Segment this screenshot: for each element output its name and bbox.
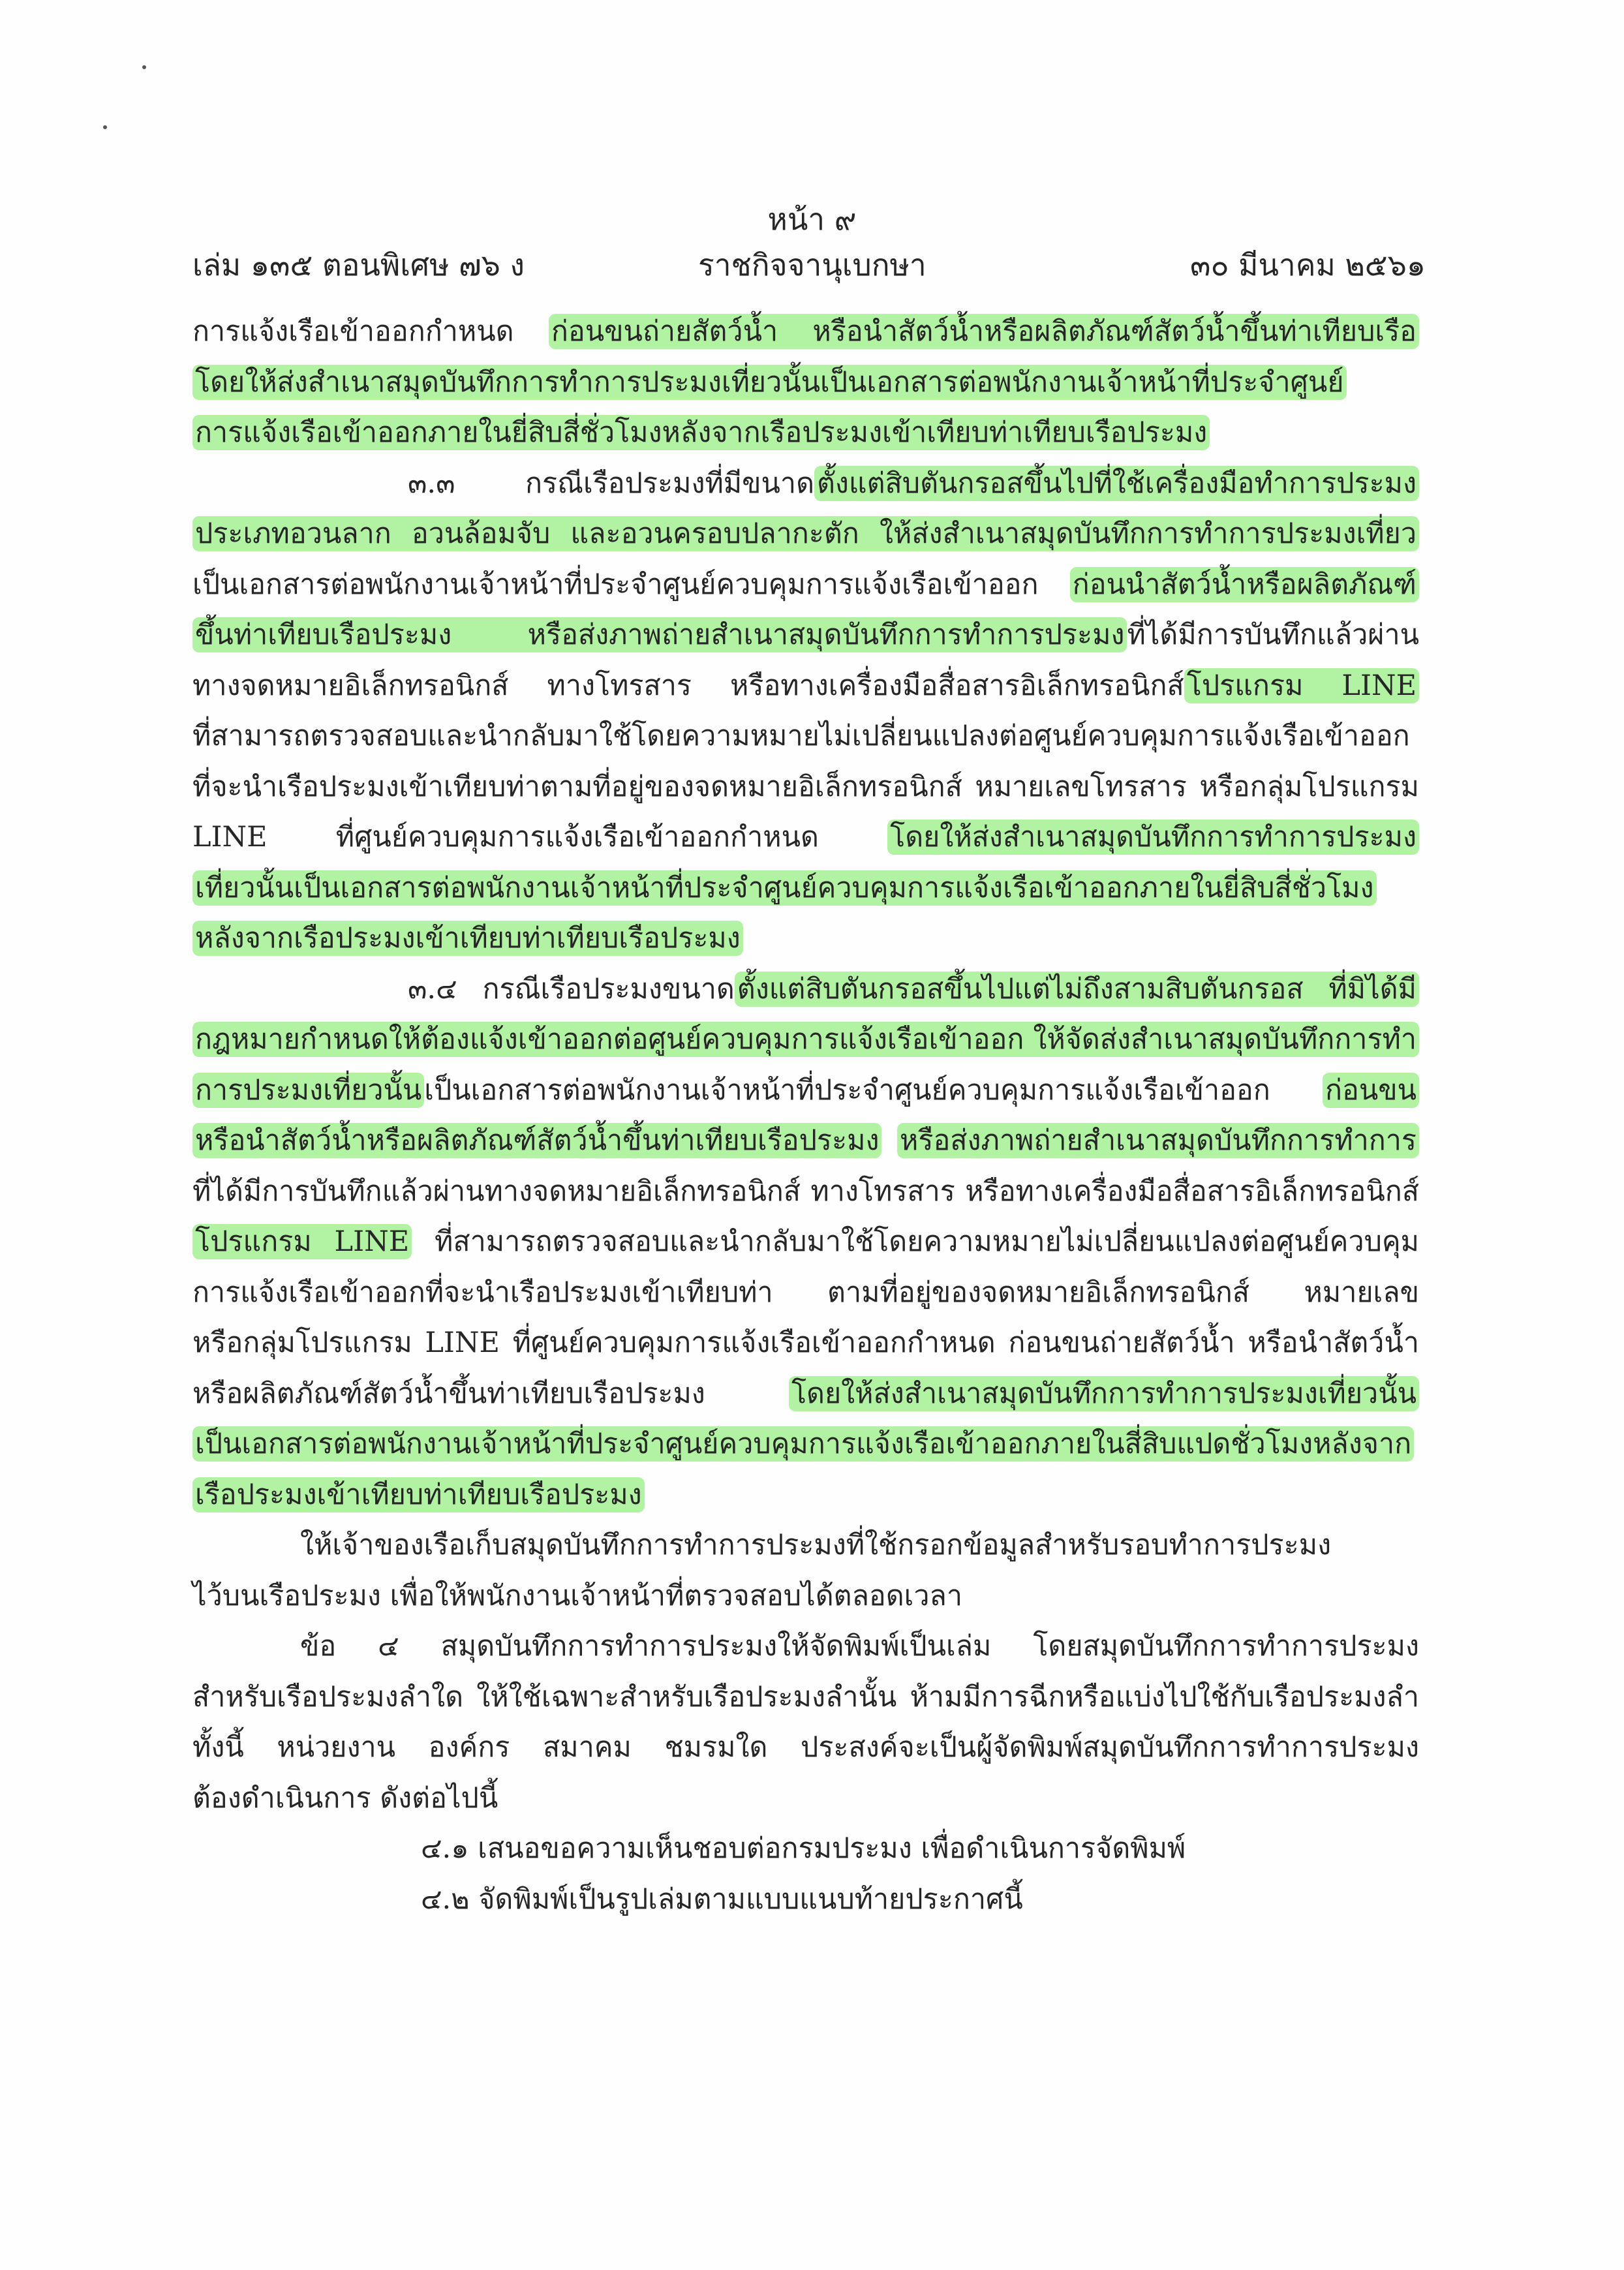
- highlighted-text: การประมงเที่ยวนั้น: [192, 1073, 424, 1108]
- text-segment: ทั้งนี้ หน่วยงาน องค์กร สมาคม ชมรมใด ประสงค์จะเป็นผู้จัดพิมพ์สมุดบันทึกการทำการประมง: [192, 1731, 1419, 1764]
- highlighted-text: ก่อนขน: [192, 1073, 1419, 1116]
- highlighted-text: หรือนำสัตว์น้ำหรือผลิตภัณฑ์สัตว์น้ำขึ้นท่าเทียบเรือประมง: [192, 1123, 881, 1158]
- text-line: [192, 307, 1419, 358]
- text-segment: ต้องดำเนินการ ดังต่อไปนี้: [192, 1781, 498, 1815]
- text-line: [192, 1875, 1419, 1925]
- highlighted-text: ก่อนนำสัตว์น้ำหรือผลิตภัณฑ์: [192, 567, 1419, 611]
- text-line: [192, 863, 1419, 914]
- scan-speck: [142, 65, 146, 69]
- highlighted-text: การแจ้งเรือเข้าออกภายในยี่สิบสี่ชั่วโมงหลังจากเรือประมงเข้าเทียบท่าเทียบเรือประมง: [192, 415, 1210, 450]
- text-segment: ๔.๑ เสนอขอความเห็นชอบต่อกรมประมง เพื่อดำเนินการจัดพิมพ์: [421, 1832, 1186, 1865]
- text-segment: ข้อ ๔ สมุดบันทึกการทำการประมงให้จัดพิมพ์เป็นเล่ม โดยสมุดบันทึกการทำการประมง: [300, 1630, 1419, 1663]
- text-segment: ที่จะนำเรือประมงเข้าเทียบท่าตามที่อยู่ของจดหมายอิเล็กทรอนิกส์ หมายเลขโทรสาร หรือกลุ่มโปรแกรม: [192, 770, 1419, 803]
- text-line: [192, 1066, 1419, 1116]
- text-segment: หรือกลุ่มโปรแกรม LINE ที่ศูนย์ควบคุมการแจ้งเรือเข้าออกกำหนด ก่อนขนถ่ายสัตว์น้ำ หรือนำสัตว์น้ำ: [192, 1327, 1419, 1359]
- highlighted-text: ประเภทอวนลาก อวนล้อมจับ และอวนครอบปลากะตัก ให้ส่งสำเนาสมุดบันทึกการทำการประมงเที่ยว: [192, 516, 1419, 560]
- highlighted-text: โดยให้ส่งสำเนาสมุดบันทึกการทำการประมงเที่ยวนั้นเป็นเอกสารต่อพนักงานเจ้าหน้าที่ประจำศูนย์: [192, 365, 1347, 408]
- text-line: [192, 408, 1419, 459]
- highlighted-text: ก่อนขนถ่ายสัตว์น้ำ หรือนำสัตว์น้ำหรือผลิตภัณฑ์สัตว์น้ำขึ้นท่าเทียบเรือ: [192, 314, 1419, 358]
- text-segment: ๓.๓ กรณีเรือประมงที่มีขนาด: [408, 467, 814, 500]
- text-segment: เป็นเอกสารต่อพนักงานเจ้าหน้าที่ประจำศูนย์ควบคุมการแจ้งเรือเข้าออก: [424, 1073, 1323, 1107]
- gazette-header: [192, 241, 1426, 281]
- text-line: [192, 1773, 1419, 1824]
- text-segment: ๓.๔ กรณีเรือประมงขนาด: [408, 972, 735, 1005]
- text-segment: ทางจดหมายอิเล็กทรอนิกส์ ทางโทรสาร หรือทางเครื่องมือสื่อสารอิเล็กทรอนิกส์: [192, 669, 1184, 702]
- document-body: [192, 307, 1419, 1925]
- highlighted-text: เรือประมงเข้าเทียบท่าเทียบเรือประมง: [192, 1477, 645, 1512]
- text-segment: การแจ้งเรือเข้าออกกำหนด: [192, 315, 549, 348]
- highlighted-text: หรือส่งภาพถ่ายสำเนาสมุดบันทึกการทำการ: [192, 1123, 1419, 1167]
- text-line: [192, 459, 1419, 510]
- highlighted-text: ตั้งแต่สิบตันกรอสขึ้นไปที่ใช้เครื่องมือทำการประมง: [814, 466, 1419, 501]
- text-segment: [881, 1124, 897, 1157]
- text-line: [192, 610, 1419, 661]
- text-line: [192, 1571, 1419, 1622]
- text-line: [192, 964, 1419, 1015]
- text-segment: LINE ที่ศูนย์ควบคุมการแจ้งเรือเข้าออกกำหนด: [192, 821, 888, 853]
- highlighted-text: ตั้งแต่สิบตันกรอสขึ้นไปแต่ไม่ถึงสามสิบตันกรอส ที่มิได้มี: [735, 972, 1419, 1007]
- text-segment: ๔.๒ จัดพิมพ์เป็นรูปเล่มตามแบบแนบท้ายประกาศนี้: [421, 1882, 1023, 1916]
- text-line: [192, 913, 1419, 964]
- text-segment: สำหรับเรือประมงลำใด ให้ใช้เฉพาะสำหรับเรือประมงลำนั้น ห้ามมีการฉีกหรือแบ่งไปใช้กับเรือประมงลำ: [192, 1680, 1419, 1713]
- text-line: [192, 1824, 1419, 1875]
- highlighted-text: เป็นเอกสารต่อพนักงานเจ้าหน้าที่ประจำศูนย์ควบคุมการแจ้งเรือเข้าออกภายในสี่สิบแปดชั่วโมงหลังจาก: [192, 1426, 1414, 1462]
- highlighted-text: โดยให้ส่งสำเนาสมุดบันทึกการทำการประมงเที่ยวนั้น: [789, 1376, 1419, 1411]
- text-line: [192, 1116, 1419, 1167]
- text-line: [192, 1369, 1419, 1420]
- scan-speck: [103, 125, 107, 129]
- text-line: [192, 762, 1419, 813]
- highlighted-text: หลังจากเรือประมงเข้าเทียบท่าเทียบเรือประมง: [192, 921, 743, 956]
- highlighted-text: โปรแกรม LINE: [192, 1224, 412, 1259]
- highlighted-text: โดยให้ส่งสำเนาสมุดบันทึกการทำการประมง: [887, 820, 1419, 855]
- text-line: [192, 358, 1419, 408]
- text-line: [192, 1419, 1419, 1470]
- text-line: [192, 1318, 1419, 1369]
- text-line: [192, 1672, 1419, 1723]
- highlighted-text: เที่ยวนั้นเป็นเอกสารต่อพนักงานเจ้าหน้าที่ประจำศูนย์ควบคุมการแจ้งเรือเข้าออกภายในยี่สิบสี่ชั่วโมง: [192, 870, 1377, 906]
- highlighted-text: กฎหมายกำหนดให้ต้องแจ้งเข้าออกต่อศูนย์ควบคุมการแจ้งเรือเข้าออก ให้จัดส่งสำเนาสมุดบันทึกการทำ: [192, 1022, 1419, 1057]
- text-line: [192, 1723, 1419, 1773]
- text-line: [192, 1167, 1419, 1218]
- text-line: [192, 812, 1419, 863]
- text-line: [192, 661, 1419, 712]
- text-line: [192, 509, 1419, 560]
- text-segment: ที่ได้มีการบันทึกแล้วผ่าน: [1127, 619, 1419, 651]
- text-line: [192, 1621, 1419, 1672]
- text-segment: ให้เจ้าของเรือเก็บสมุดบันทึกการทำการประมงที่ใช้กรอกข้อมูลสำหรับรอบทำการประมง: [300, 1529, 1332, 1561]
- text-segment: ที่สามารถตรวจสอบและนำกลับมาใช้โดยความหมายไม่เปลี่ยนแปลงต่อศูนย์ควบคุม: [412, 1225, 1419, 1258]
- text-segment: หรือผลิตภัณฑ์สัตว์น้ำขึ้นท่าเทียบเรือประมง: [192, 1377, 789, 1410]
- publication-date: ๓๐ มีนาคม ๒๕๖๑: [1190, 247, 1426, 283]
- text-line: [192, 1520, 1419, 1571]
- highlighted-text: โปรแกรม LINE: [1184, 668, 1419, 703]
- text-segment: ที่ได้มีการบันทึกแล้วผ่านทางจดหมายอิเล็กทรอนิกส์ ทางโทรสาร หรือทางเครื่องมือสื่อสารอิเล็กทรอนิกส์: [192, 1174, 1419, 1208]
- text-line: [192, 1217, 1419, 1268]
- text-segment: เป็นเอกสารต่อพนักงานเจ้าหน้าที่ประจำศูนย์ควบคุมการแจ้งเรือเข้าออก: [192, 568, 1070, 601]
- page-number: หน้า ๙: [767, 202, 857, 237]
- text-line: [192, 1470, 1419, 1521]
- text-line: [192, 1015, 1419, 1066]
- text-line: [192, 711, 1419, 762]
- publication-name: ราชกิจจานุเบกษา: [698, 247, 927, 283]
- volume-info: เล่ม ๑๓๕ ตอนพิเศษ ๗๖ ง: [192, 247, 525, 283]
- highlighted-text: ขึ้นท่าเทียบเรือประมง หรือส่งภาพถ่ายสำเนาสมุดบันทึกการทำการประมง: [192, 617, 1127, 652]
- text-line: [192, 560, 1419, 611]
- text-segment: ไว้บนเรือประมง เพื่อให้พนักงานเจ้าหน้าที่ตรวจสอบได้ตลอดเวลา: [192, 1579, 963, 1612]
- text-segment: การแจ้งเรือเข้าออกที่จะนำเรือประมงเข้าเทียบท่า ตามที่อยู่ของจดหมายอิเล็กทรอนิกส์ หมายเลข: [192, 1276, 1419, 1309]
- text-line: [192, 1268, 1419, 1319]
- text-segment: ที่สามารถตรวจสอบและนำกลับมาใช้โดยความหมายไม่เปลี่ยนแปลงต่อศูนย์ควบคุมการแจ้งเรือเข้าออก: [192, 720, 1410, 752]
